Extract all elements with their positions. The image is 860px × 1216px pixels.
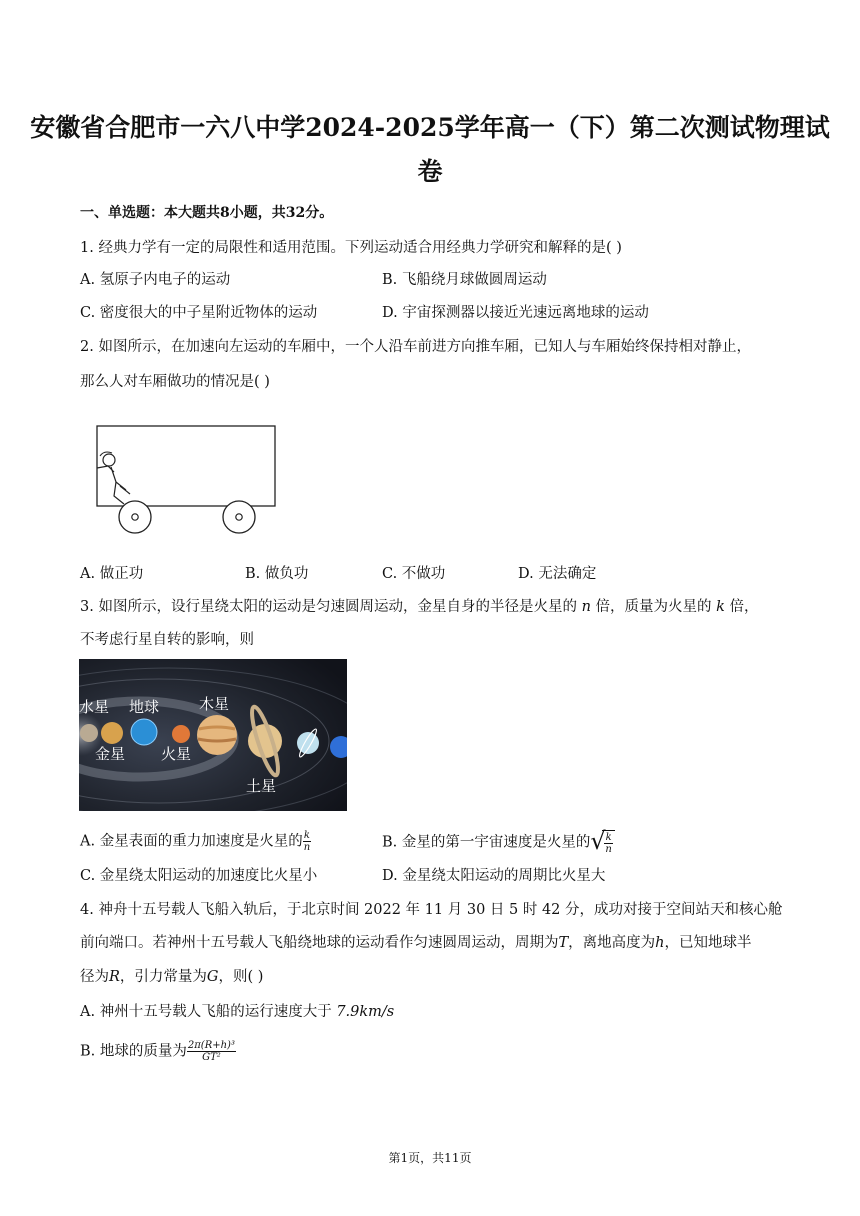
q3-option-b-text: B. 金星的第一宇宙速度是火星的	[382, 834, 591, 851]
q3-var-k: k	[716, 599, 725, 615]
q4-option-b-text: B. 地球的质量为	[80, 1043, 187, 1060]
q3-option-d: D. 金星绕太阳运动的周期比火星大	[382, 868, 606, 884]
q2-option-d: D. 无法确定	[518, 566, 597, 582]
q3-option-a-fraction	[303, 830, 311, 853]
q4-stem3-part1: 径为	[80, 969, 109, 985]
q4-stem2-part3: ，已知地球半	[664, 935, 752, 951]
frac-denominator: n	[303, 842, 311, 853]
sqrt-sign: √ $\frac{k}{n}$	[590, 830, 614, 855]
q2-option-b: B. 做负功	[245, 566, 309, 582]
q2-option-c: C. 不做功	[382, 566, 446, 582]
q2-option-a: A. 做正功	[80, 566, 144, 582]
q4-var-g: G	[206, 969, 219, 985]
q4-stem3-part3: ，则( )	[218, 969, 264, 985]
q4-option-a-value: 7.9km/s	[336, 1004, 395, 1020]
q2-stem-line2: 那么人对车厢做功的情况是( )	[80, 374, 270, 390]
solar-system-figure	[79, 659, 347, 811]
q3-stem-part3: 倍，	[729, 599, 759, 615]
frac-denominator: n	[605, 844, 612, 855]
label-jupiter: 木星	[199, 695, 230, 713]
frac-numerator: 2π(R+h)³	[187, 1040, 235, 1051]
q1-option-d: D. 宇宙探测器以接近光速远离地球的运动	[382, 305, 649, 321]
q3-stem-part2: 倍，质量为火星的	[595, 599, 712, 615]
q4-stem-line3	[80, 967, 263, 987]
frac-denominator: GT²	[202, 1052, 221, 1063]
q3-option-a	[80, 830, 311, 853]
q3-stem-part1: 3. 如图所示，设行星绕太阳的运动是匀速圆周运动，金星自身的半径是火星的	[80, 599, 577, 615]
q4-option-b-fraction	[187, 1040, 236, 1063]
page-title-line2: 卷	[417, 157, 443, 186]
q4-var-r: R	[109, 969, 120, 985]
label-venus: 金星	[95, 745, 126, 763]
q4-stem2-part2: ，离地高度为	[568, 935, 656, 951]
q3-option-c: C. 金星绕太阳运动的加速度比火星小	[80, 868, 318, 884]
frac-numerator: k	[303, 830, 310, 841]
q2-stem-line1: 2. 如图所示，在加速向左运动的车厢中，一个人沿车前进方向推车厢，已知人与车厢始终保持相对静止，	[80, 339, 751, 355]
q1-option-a: A. 氢原子内电子的运动	[80, 272, 231, 288]
q1-stem: 1. 经典力学有一定的局限性和适用范围。下列运动适合用经典力学研究和解释的是( )	[80, 240, 622, 256]
q3-stem-line1	[80, 597, 759, 617]
page-title-line1: 安徽省合肥市一六八中学2024-2025学年高一（下）第二次测试物理试	[30, 113, 830, 142]
q3-stem-line2: 不考虑行星自转的影响，则	[80, 632, 254, 648]
section-heading: 一、单选题：本大题共8小题，共32分。	[80, 205, 334, 221]
q1-option-b: B. 飞船绕月球做圆周运动	[382, 272, 547, 288]
cart-figure	[90, 420, 285, 535]
q4-option-a	[80, 1002, 394, 1022]
q4-var-t: T	[558, 935, 569, 951]
frac-numerator: k	[605, 832, 612, 843]
q1-option-c: C. 密度很大的中子星附近物体的运动	[80, 305, 318, 321]
q3-var-n: n	[581, 599, 591, 615]
q3-option-a-text: A. 金星表面的重力加速度是火星的	[80, 833, 303, 850]
q4-stem2-part1: 前向端口。若神州十五号载人飞船绕地球的运动看作匀速圆周运动，周期为	[80, 935, 559, 951]
q4-stem3-part2: ，引力常量为	[119, 969, 207, 985]
page-footer: 第1页，共11页	[388, 1151, 472, 1165]
q3-option-b	[382, 827, 615, 855]
label-saturn: 土星	[246, 777, 277, 795]
label-mercury: 水星	[79, 698, 110, 716]
label-earth: 地球	[129, 698, 160, 716]
q4-stem-line2	[80, 933, 752, 953]
q4-option-b	[80, 1040, 236, 1063]
q4-stem-line1: 4. 神舟十五号载人飞船入轨后，于北京时间 2022 年 11 月 30 日 5 时 42 分，成功对接于空间站天和核心舱	[80, 902, 783, 918]
q4-option-a-text: A. 神州十五号载人飞船的运行速度大于	[80, 1004, 337, 1020]
label-mars: 火星	[161, 745, 192, 763]
q4-var-h: h	[655, 935, 665, 951]
